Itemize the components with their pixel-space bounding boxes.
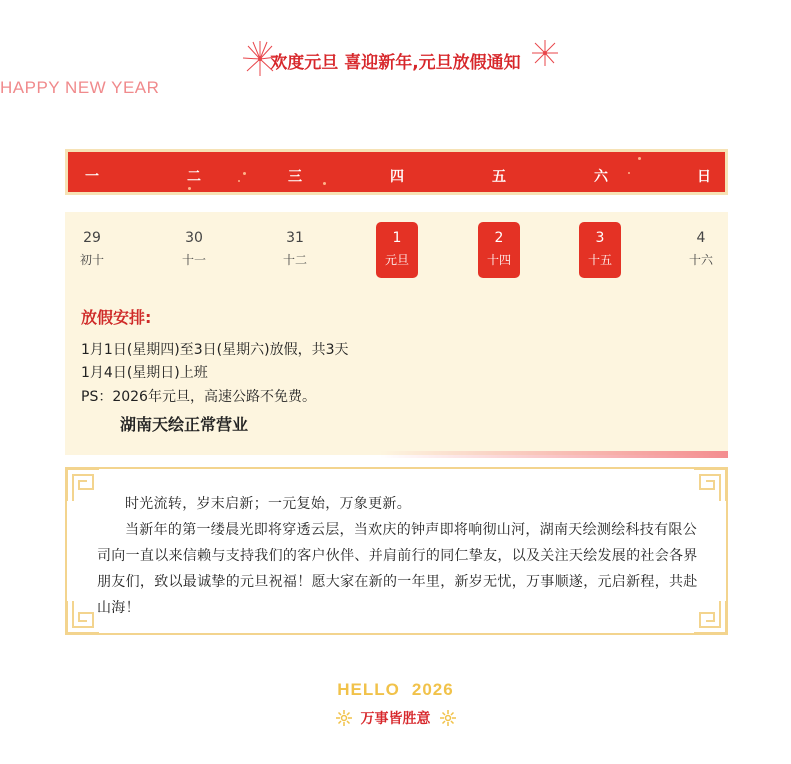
header — [0, 38, 791, 80]
lunar-date: 十四 — [486, 253, 511, 267]
calendar-day — [173, 222, 215, 278]
greeting-box — [65, 467, 728, 635]
day-number: 2 — [494, 230, 504, 246]
greeting-paragraph: 当新年的第一缕晨光即将穿透云层，当欢庆的钟声即将响彻山河，湖南天绘测绘科技有限公司向一直以来信赖与支持我们的客户伙伴、并肩前行的同仁挚友，以及关注天绘发展的社会各界朋友们，致以最诚挚的元旦祝福！愿大家在新的一年里，新岁无忧，万事顺遂，元启新程，共赴山海！ — [97, 522, 698, 616]
sparkle-dot — [243, 172, 246, 175]
day-number: 3 — [595, 230, 605, 246]
sparkle-dot — [638, 157, 641, 160]
page-subtitle: HAPPY NEW YEAR — [0, 78, 160, 97]
weekday-label: 一 — [85, 169, 99, 185]
title-row — [0, 38, 791, 80]
calendar-day-holiday — [579, 222, 621, 278]
weekday-label: 二 — [187, 169, 201, 185]
weekday-label: 五 — [492, 169, 506, 185]
flower-icon — [335, 709, 353, 727]
weekday-label: 六 — [594, 169, 608, 185]
arrangement-line: 1月4日(星期日)上班 — [81, 365, 208, 381]
weekday-label: 四 — [390, 169, 404, 185]
day-number: 30 — [185, 230, 203, 246]
page-title: 欢度元旦 喜迎新年,元旦放假通知 — [270, 53, 521, 73]
day-number: 1 — [392, 230, 402, 246]
lunar-date: 元旦 — [384, 253, 409, 267]
day-number: 29 — [83, 230, 101, 246]
calendar-day — [71, 222, 113, 278]
lunar-date: 十二 — [282, 253, 307, 267]
hello-banner — [0, 680, 791, 700]
weekday-label: 日 — [697, 169, 711, 185]
footer — [0, 680, 791, 728]
greeting-paragraph: 时光流转，岁末启新；一元复始，万象更新。 — [125, 496, 411, 512]
sparkle-dot — [188, 187, 191, 190]
day-number: 4 — [696, 230, 706, 246]
weekday-label: 三 — [288, 169, 302, 185]
wish-row — [0, 708, 791, 728]
lunar-date: 十五 — [587, 253, 612, 267]
arrangement-line: 1月1日(星期四)至3日(星期六)放假，共3天 — [81, 342, 349, 358]
calendar-day — [274, 222, 316, 278]
day-number: 31 — [286, 230, 304, 246]
lunar-date: 十一 — [181, 253, 206, 267]
arrangement-line: PS：2026年元旦，高速公路不免费。 — [81, 389, 316, 405]
hello-text: HELLO — [337, 680, 400, 699]
company-status: 湖南天绘正常营业 — [120, 415, 249, 434]
calendar-panel — [65, 212, 728, 455]
calendar-day-holiday — [478, 222, 520, 278]
sparkle-dot — [323, 182, 326, 185]
corner-ornament-icon — [65, 467, 101, 503]
corner-ornament-icon — [65, 599, 101, 635]
greeting-text — [97, 491, 701, 621]
lunar-date: 十六 — [688, 253, 713, 267]
sparkle-dot — [238, 180, 240, 182]
calendar-day — [680, 222, 722, 278]
year-text: 2026 — [411, 680, 454, 699]
lunar-date: 初十 — [79, 253, 104, 267]
weekday-bar — [65, 149, 728, 195]
wish-text: 万事皆胜意 — [360, 711, 431, 727]
divider-gradient — [380, 451, 728, 458]
flower-icon — [439, 709, 457, 727]
arrangement-title: 放假安排: — [81, 308, 152, 327]
calendar-day-holiday — [376, 222, 418, 278]
sparkle-dot — [628, 172, 630, 174]
firework-right-icon — [530, 38, 560, 68]
